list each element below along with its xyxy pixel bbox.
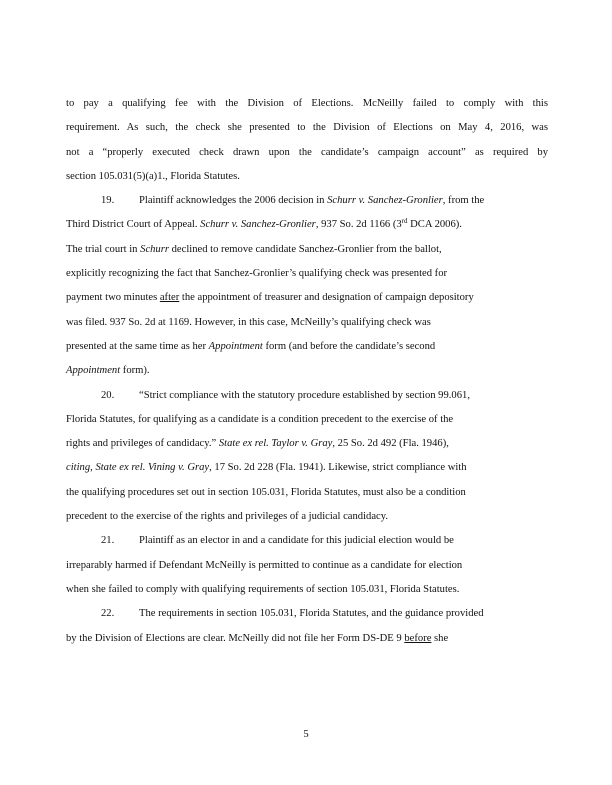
paragraph-22-line-2 xyxy=(66,627,548,651)
paragraph-19-line-1 xyxy=(66,189,548,213)
text: presented at the same time as her xyxy=(66,340,209,352)
text: The requirements in section 105.031, Florida Statutes, and the guidance provided xyxy=(139,608,484,620)
paragraph-20-line-1 xyxy=(66,384,548,408)
signal-word: citing xyxy=(66,462,91,474)
text: , xyxy=(90,462,96,474)
paragraph-20-line-5: the qualifying procedures set out in section 105.031, Florida Statutes, must also be a condition xyxy=(66,486,466,498)
underlined-word: after xyxy=(159,292,180,304)
text: “Strict compliance with the statutory procedure established by section 99.061, xyxy=(139,389,470,401)
text: , 17 So. 2d 228 (Fla. 1941). Likewise, strict compliance with xyxy=(209,462,467,474)
case-name: Schurr v. Sanchez-Gronlier xyxy=(200,219,316,231)
case-name: Schurr v. Sanchez-Gronlier xyxy=(327,195,443,207)
paragraph-19-line-3 xyxy=(66,238,548,262)
text: payment two minutes xyxy=(66,292,160,304)
paragraph-19-line-6: was filed. 937 So. 2d at 1169. However, in this case, McNeilly’s qualifying check was xyxy=(66,316,431,328)
page-number: 5 xyxy=(303,729,309,740)
paragraph-19-line-4: explicitly recognizing the fact that Sanchez-Gronlier’s qualifying check was presented for xyxy=(66,268,448,280)
paragraph-19-line-2 xyxy=(66,213,548,237)
paragraph-19-line-7 xyxy=(66,335,548,359)
body-text xyxy=(66,92,548,651)
text: by the Division of Elections are clear. McNeilly did not file her Form DS-DE 9 xyxy=(66,632,405,644)
underlined-word: before xyxy=(404,632,432,644)
text: , from the xyxy=(442,195,485,207)
superscript: rd xyxy=(401,217,408,226)
text: form (and before the candidate’s second xyxy=(262,340,436,352)
text: Plaintiff acknowledges the 2006 decision in xyxy=(139,195,328,207)
paragraph-number: 21. xyxy=(101,535,115,547)
paragraph-20-line-2: Florida Statutes, for qualifying as a candidate is a condition precedent to the exercise of the xyxy=(66,413,454,425)
text: The trial court in xyxy=(66,243,141,255)
form-name: Appointment xyxy=(66,365,121,377)
text: , 937 So. 2d 1166 (3 xyxy=(315,219,402,231)
text: Plaintiff as an elector in and a candidate for this judicial election would be xyxy=(139,535,454,547)
paragraph-number: 20. xyxy=(101,389,115,401)
paragraph-21-line-1 xyxy=(66,529,548,553)
text: rights and privileges of candidacy.” xyxy=(66,438,219,450)
form-name: Appointment xyxy=(208,340,263,352)
paragraph-21-line-2: irreparably harmed if Defendant McNeilly is permitted to continue as a candidate for election xyxy=(66,559,463,571)
text: declined to remove candidate Sanchez-Gronlier from the ballot, xyxy=(168,243,442,255)
paragraph-20-line-3 xyxy=(66,432,548,456)
text: she xyxy=(431,632,449,644)
paragraph-20-line-6: precedent to the exercise of the rights and privileges of a judicial candidacy. xyxy=(66,511,388,523)
paragraph-19-line-8 xyxy=(66,359,548,383)
paragraph-line: section 105.031(5)(a)1., Florida Statutes. xyxy=(66,170,240,182)
text: , 25 So. 2d 492 (Fla. 1946), xyxy=(332,438,449,450)
paragraph-line: not a “properly executed check drawn upon the candidate’s campaign account” as required by xyxy=(66,146,548,158)
paragraph-line: requirement. As such, the check she presented to the Division of Elections on May 4, 2016, was xyxy=(66,122,548,134)
text: Third District Court of Appeal. xyxy=(66,219,201,231)
text: form). xyxy=(120,365,150,377)
paragraph-number: 22. xyxy=(101,608,115,620)
paragraph-20-line-4 xyxy=(66,456,548,480)
paragraph-22-line-1 xyxy=(66,602,548,626)
paragraph-21-line-3: when she failed to comply with qualifying requirements of section 105.031, Florida Statutes. xyxy=(66,583,460,595)
paragraph-line: to pay a qualifying fee with the Division of Elections. McNeilly failed to comply with this xyxy=(66,98,548,109)
case-name: State ex rel. Vining v. Gray xyxy=(95,462,210,474)
text: DCA 2006). xyxy=(407,219,462,231)
text: the appointment of treasurer and designation of campaign depository xyxy=(179,292,474,304)
case-name: Schurr xyxy=(140,243,169,255)
paragraph-number: 19. xyxy=(101,195,115,207)
case-name: State ex rel. Taylor v. Gray xyxy=(218,438,333,450)
paragraph-19-line-5 xyxy=(66,286,548,310)
